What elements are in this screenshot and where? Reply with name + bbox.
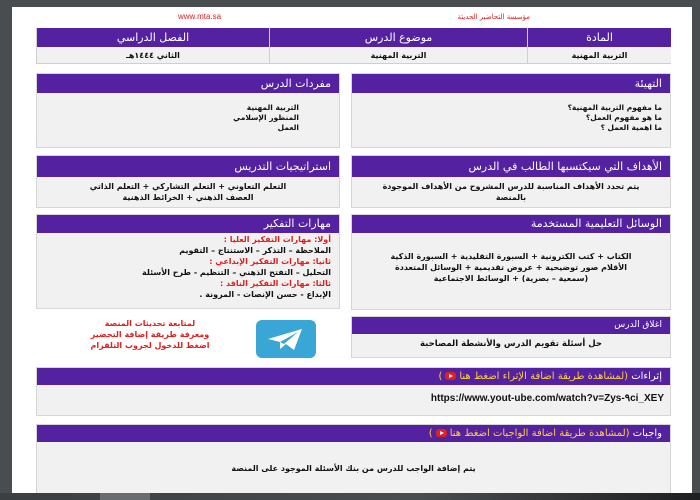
lesson-info-table (36, 28, 671, 64)
enrichment-url[interactable]: https://www.yout-ube.com/watch?v=Zys-٩ci_XEY (430, 393, 664, 404)
thinking-heading: ثالثا: مهارات التفكير الناقد : (220, 279, 331, 288)
strategies-box (36, 155, 340, 208)
vocabulary-box (36, 73, 340, 148)
telegram-line: ومعرفة طريقة إضافة التحضير (90, 330, 210, 339)
warmup-line: ما مفهوم التربية المهنية؟ (567, 103, 662, 112)
telegram-icon[interactable] (256, 320, 316, 358)
enrichment-link-text: (لمشاهدة طريقة اضافة الإثراء اضغط هنا (459, 371, 629, 382)
site-url[interactable]: www.mta.sa (178, 12, 222, 21)
closing-title: اغلاق الدرس (352, 317, 670, 334)
enrichment-video-link[interactable] (438, 371, 628, 382)
resources-line: الكتاب + كتب الكترونية + السبورة التقليدية + السبورة الذكية (390, 252, 632, 261)
vocabulary-line: التربية المهنية (246, 103, 299, 112)
thinking-skills-box (36, 214, 340, 309)
vocabulary-line: المنظور الإسلامي (233, 113, 299, 122)
strategies-line: العصف الذهني + الخرائط الذهنية (122, 193, 254, 202)
youtube-icon (436, 429, 447, 437)
col-topic-header: موضوع الدرس (269, 28, 527, 47)
resources-box (351, 214, 671, 310)
strategies-title: استراتيجيات التدريس (37, 156, 339, 177)
enrichment-link-close: ) (438, 371, 443, 382)
warmup-title: التهيئة (352, 74, 670, 93)
thinking-text: الإبداع - حسن الإنصات - المرونة . (199, 290, 331, 299)
thinking-text: الملاحظة – التذكر – الاستنتاج – التقويم (179, 246, 331, 255)
youtube-icon (445, 372, 456, 380)
objectives-box (351, 155, 671, 208)
semester-value: الثاني ١٤٤٤هـ (36, 47, 269, 64)
col-semester-header: الفصل الدراسي (36, 28, 269, 47)
enrichment-box (36, 367, 671, 416)
subject-value: التربية المهنية (527, 47, 671, 64)
closing-box (351, 316, 671, 358)
homework-box (36, 424, 671, 496)
homework-link-close: ) (428, 428, 433, 439)
warmup-line: ما هو مفهوم العمل؟ (585, 113, 662, 122)
publisher-name: مؤسسة التحاضير الحديثة (457, 13, 530, 21)
objectives-line: بالمنصة (495, 193, 527, 202)
topic-value: التربية المهنية (269, 47, 527, 64)
closing-text: حل أسئلة تقويم الدرس والأنشطة المصاحبة (420, 339, 602, 349)
thinking-title: مهارات التفكير (37, 215, 339, 233)
objectives-title: الأهداف التي سيكتسبها الطالب في الدرس (352, 156, 670, 177)
homework-link-text: (لمشاهدة طريقة اضافة الواجبات اضغط هنا (449, 428, 630, 439)
homework-video-link[interactable] (429, 428, 630, 439)
resources-line: (سمعية – بصرية) + الوسائط الاجتماعية (433, 274, 589, 283)
resources-line: الأقلام صور توضيحية + عروض تقديمية + الوسائل المتعددة (395, 263, 627, 272)
thinking-text: التحليل – التفتح الذهني – التنظيم - طرح الأسئلة (142, 268, 331, 277)
warmup-box (351, 73, 671, 148)
homework-title: واجبات (632, 428, 662, 439)
col-subject-header: المادة (527, 28, 671, 47)
enrichment-title: إثراءات (631, 371, 662, 382)
resources-title: الوسائل التعليمية المستخدمة (352, 215, 670, 233)
thinking-heading: ثانيا: مهارات التفكير الإبداعي : (209, 257, 331, 266)
telegram-line: لمتابعة تحديثات المنصة (104, 319, 196, 328)
warmup-line: ما اهمية العمل ؟ (600, 123, 662, 132)
thinking-heading: أولا: مهارات التفكير العليا : (223, 235, 331, 244)
homework-text: يتم إضافة الواجب للدرس من بنك الأسئلة الموجود على المنصة (231, 464, 476, 473)
strategies-line: التعلم التعاوني + التعلم التشاركي + التعلم الذاتي (89, 182, 287, 191)
scrollbar-thumb[interactable] (100, 493, 150, 500)
objectives-line: يتم تحدد الأهداف المناسبة للدرس المشروح من الأهداف الموجودة (382, 182, 640, 191)
vocabulary-title: مفردات الدرس (37, 74, 339, 93)
vocabulary-line: العمل (277, 123, 299, 132)
telegram-line: اضغط للدخول لجروب التلقرام (90, 341, 210, 350)
telegram-promo-text[interactable] (70, 318, 230, 351)
